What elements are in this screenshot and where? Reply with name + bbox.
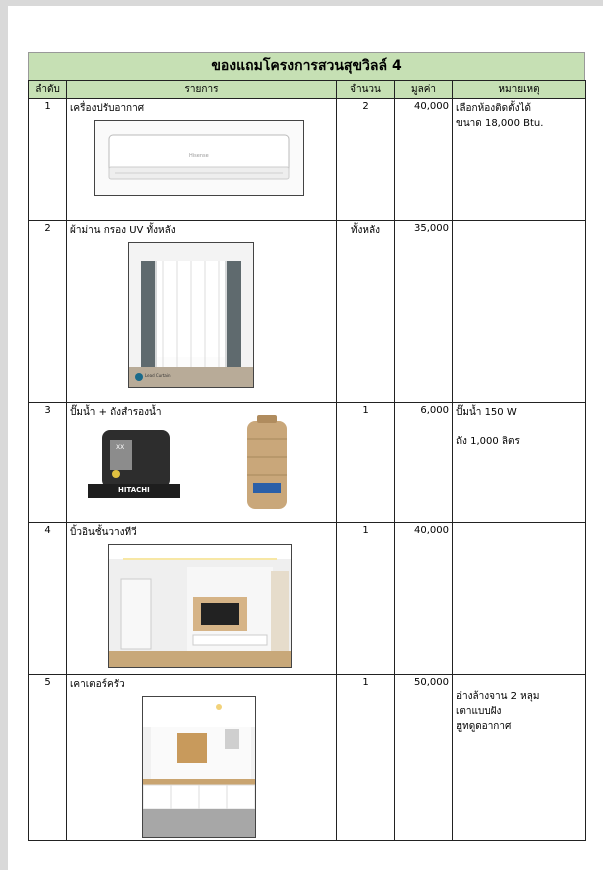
row-qty: 1 [337, 523, 395, 675]
kitchen-counter-illustration [143, 697, 255, 837]
kitchen-counter-image [142, 696, 256, 838]
header-value: มูลค่า [395, 81, 453, 99]
tv-shelf-illustration [109, 545, 291, 667]
document-page [8, 6, 603, 870]
row-item-name: บิ้วอินชั้นวางทีวี [70, 527, 137, 538]
table-row [29, 403, 586, 523]
row-value: 50,000 [395, 675, 453, 841]
table-row [29, 523, 586, 675]
water-pump-image [88, 424, 184, 502]
remark-line: ขนาด 18,000 Btu. [456, 118, 544, 129]
pump-model-label: XX [116, 444, 125, 451]
remark-line: ถัง 1,000 ลิตร [456, 436, 520, 447]
row-no: 2 [29, 221, 67, 403]
header-no: ลำดับ [29, 81, 67, 99]
row-qty: 1 [337, 675, 395, 841]
remark-line: ฮูทดูดอากาศ [456, 721, 512, 732]
header-item: รายการ [67, 81, 337, 99]
row-remark [453, 403, 586, 523]
row-value: 40,000 [395, 523, 453, 675]
row-value: 40,000 [395, 99, 453, 221]
row-item-name: ปั๊มน้ำ + ถังสำรองน้ำ [70, 407, 162, 418]
curtain-illustration [129, 243, 253, 387]
row-no: 1 [29, 99, 67, 221]
row-remark [453, 99, 586, 221]
curtain-caption: Lead Curtain [145, 373, 171, 378]
row-item-name: เครื่องปรับอากาศ [70, 103, 145, 114]
tv-shelf-image [108, 544, 292, 668]
row-value: 6,000 [395, 403, 453, 523]
row-qty: 1 [337, 403, 395, 523]
row-no: 3 [29, 403, 67, 523]
row-item-cell [67, 221, 337, 403]
row-value: 35,000 [395, 221, 453, 403]
row-item-cell [67, 675, 337, 841]
table-header-row [29, 81, 586, 99]
row-remark [453, 675, 586, 841]
water-tank-illustration [243, 413, 291, 513]
remark-line: ปั๊มน้ำ 150 W [456, 407, 517, 418]
row-item-cell [67, 523, 337, 675]
row-qty: ทั้งหลัง [337, 221, 395, 403]
remark-line: เลือกห้องติดตั้งได้ [456, 103, 531, 114]
row-item-cell [67, 99, 337, 221]
row-remark [453, 221, 586, 403]
header-remark: หมายเหตุ [453, 81, 586, 99]
water-tank-image [243, 413, 291, 513]
header-qty: จำนวน [337, 81, 395, 99]
row-remark [453, 523, 586, 675]
air-conditioner-brand: Hisense [189, 153, 209, 159]
curtain-image [128, 242, 254, 388]
gift-table [28, 80, 586, 841]
row-qty: 2 [337, 99, 395, 221]
table-row [29, 99, 586, 221]
pump-brand-label: HITACHI [118, 486, 150, 494]
remark-line: อ่างล้างจาน 2 หลุม [456, 691, 540, 702]
row-item-name: เคาเตอร์ครัว [70, 679, 125, 690]
document-title: ของแถมโครงการสวนสุขวิลล์ 4 [28, 52, 585, 81]
row-item-name: ผ้าม่าน กรอง UV ทั้งหลัง [70, 225, 176, 236]
table-row [29, 675, 586, 841]
remark-line: เตาแบบฝัง [456, 706, 502, 717]
row-item-cell [67, 403, 337, 523]
table-row [29, 221, 586, 403]
row-no: 5 [29, 675, 67, 841]
row-no: 4 [29, 523, 67, 675]
air-conditioner-image [94, 120, 304, 196]
